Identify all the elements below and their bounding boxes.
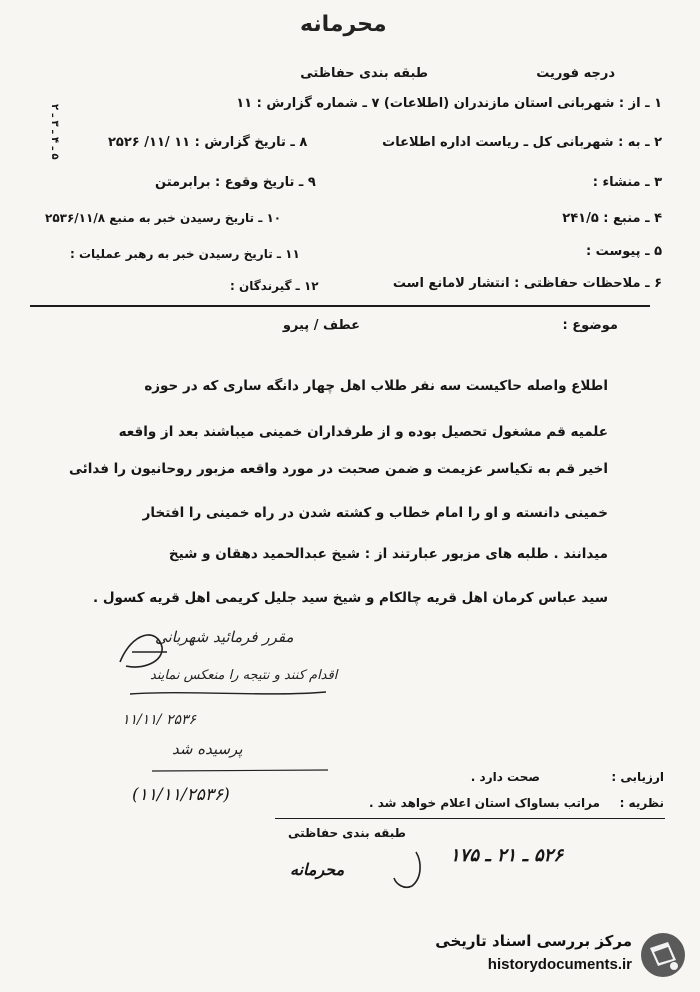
handwritten-note-2: اقدام کنند و نتیجه را منعکس نمایند	[150, 668, 338, 683]
field-source: ۴ ـ منبع : ۲۴۱/۵	[562, 211, 662, 226]
underline-stroke	[128, 688, 328, 698]
footer-divider	[275, 818, 665, 819]
body-line-3: اخیر قم به تکیاسر عزیمت و ضمن صحبت در مورد واقعه مزبور روحانیون را فدائی	[68, 461, 608, 477]
footer-stamp: محرمانه	[290, 860, 345, 879]
body-line-6: سید عباس کرمان اهل قریه چالکام و شیخ سید جلیل کریمی اهل قریه کسول .	[93, 590, 608, 606]
handwritten-date-bottom: (۱۱/۱۱/۲۵۳۶)	[132, 785, 230, 805]
opinion-label: نظریه :	[619, 796, 664, 810]
evaluation-label: ارزیابی :	[611, 770, 664, 784]
handwritten-note-1: مقرر فرمائید شهربانی	[155, 628, 294, 646]
subject-label: موضوع :	[562, 318, 618, 333]
document-number: ۵۲۶ ـ ۲۱ ـ ۱۷۵	[450, 845, 563, 866]
field-received-date: ۱۰ ـ تاریخ رسیدن خبر به منبع ۲۵۳۶/۱۱/۸	[45, 211, 282, 225]
field-ops-date: ۱۱ ـ تاریخ رسیدن خبر به رهبر عملیات :	[70, 247, 300, 261]
body-line-4: خمینی دانسته و او را امام خطاب و کشته شدن در راه خمینی را افتخار	[142, 505, 608, 521]
watermark-title: مرکز بررسی اسناد تاریخی	[435, 932, 632, 950]
field-recipients: ۱۲ ـ گیرندگان :	[230, 279, 319, 293]
reference-label: عطف / پیرو	[282, 318, 360, 333]
watermark	[380, 928, 690, 984]
margin-marks: ۵ ـ ۴ ـ ۳ ـ ۲	[49, 104, 60, 160]
field-report-date: ۸ ـ تاریخ گزارش : ۱۱ /۱۱/ ۲۵۲۶	[108, 135, 308, 150]
field-remarks: ۶ ـ ملاحظات حفاظتی : انتشار لامانع است	[392, 276, 662, 291]
field-from: ۱ ـ از : شهربانی استان مازندران (اطلاعات) ۷ ـ شماره گزارش : ۱۱	[236, 96, 662, 111]
footer-classification: طبقه بندی حفاظتی	[288, 826, 406, 840]
field-origin: ۳ ـ منشاء :	[592, 175, 662, 190]
opinion-value: مراتب بساواک استان اعلام خواهد شد .	[369, 796, 600, 810]
body-line-5: میدانند . طلبه های مزبور عبارتند از : شیخ عبدالحمید دهقان و شیخ	[168, 546, 608, 562]
field-attachment: ۵ ـ پیوست :	[585, 244, 662, 259]
footer-scribble	[388, 848, 428, 893]
handwritten-signature: پرسیده شد	[172, 740, 243, 758]
field-to: ۲ ـ به : شهربانی کل ـ ریاست اداره اطلاعات	[382, 135, 662, 150]
handwritten-date: ۱۱/۱۱/ ۲۵۳۶	[122, 712, 197, 728]
header-divider	[30, 305, 650, 307]
classification-label: طبقه بندی حفاظتی	[300, 66, 428, 81]
watermark-url: historydocuments.ir	[487, 956, 632, 973]
body-line-2: علمیه قم مشغول تحصیل بوده و از طرفداران خمینی میباشند بعد از واقعه	[118, 424, 608, 440]
body-line-1: اطلاع واصله حاکیست سه نفر طلاب اهل چهار دانگه ساری که در حوزه	[144, 378, 608, 394]
evaluation-value: صحت دارد .	[470, 770, 540, 784]
classification-stamp: محرمانه	[300, 12, 387, 37]
signature-line	[150, 766, 330, 776]
field-event-date: ۹ ـ تاریخ وقوع : برابرمتن	[155, 175, 316, 190]
archive-logo-icon	[638, 930, 688, 980]
urgency-label: درجه فوریت	[536, 66, 615, 81]
